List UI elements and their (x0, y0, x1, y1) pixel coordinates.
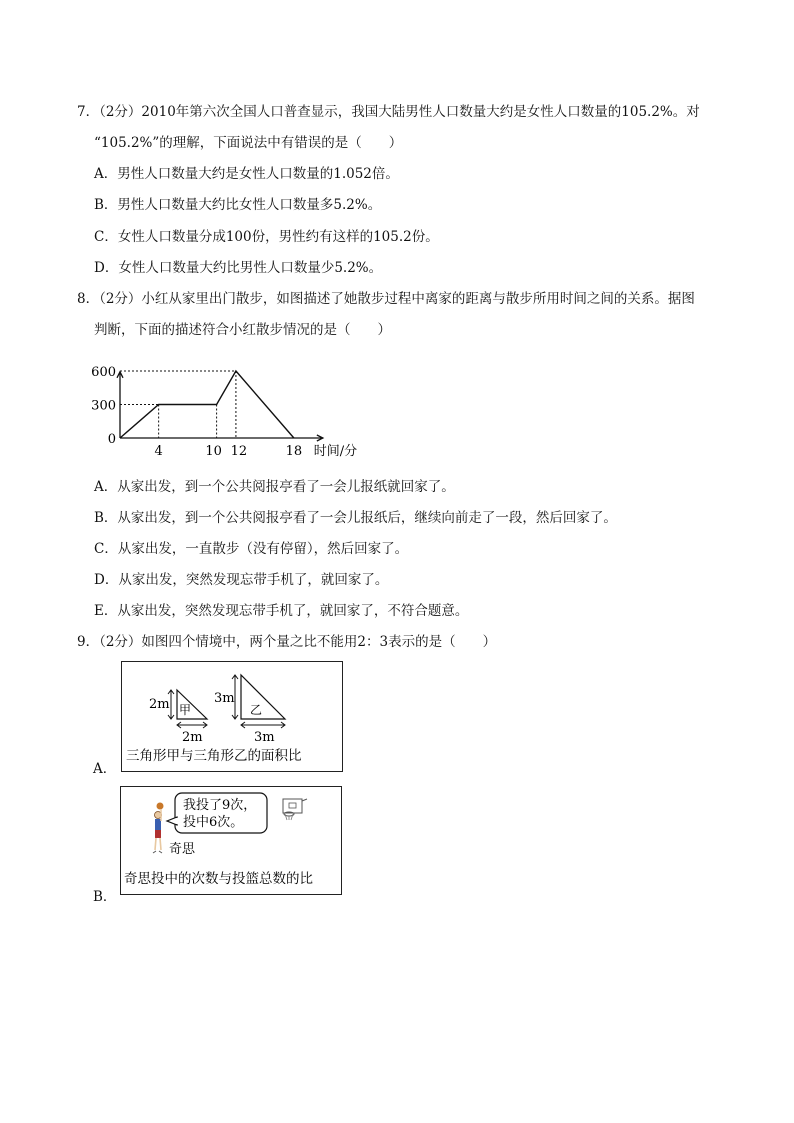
person-name: 奇思 (169, 842, 196, 857)
x-tick-label-10: 10 (205, 444, 222, 459)
q7-option-a: A．男性人口数量大约是女性人口数量的1.052倍。 (94, 166, 399, 182)
tri1-base-label: 2m (182, 730, 203, 745)
chart-axes (117, 372, 323, 441)
option-a-caption: 三角形甲与三角形乙的面积比 (126, 748, 302, 764)
triangle-yi (241, 675, 285, 719)
q8-option-e: E．从家出发，突然发现忘带手机了，就回家了，不符合题意。 (94, 603, 469, 619)
q8-option-b: B．从家出发，到一个公共阅报亭看了一会儿报纸后，继续向前走了一段，然后回家了。 (94, 510, 617, 526)
option-b-caption: 奇思投中的次数与投篮总数的比 (124, 871, 313, 887)
distance-line (120, 371, 294, 438)
q9-option-a-label: A． (93, 761, 117, 777)
q7-stem-line1: 7．（2分）2010年第六次全国人口普查显示，我国大陆男性人口数量大约是女性人口数量的105.2%。对 (77, 104, 700, 120)
basketball-hoop-icon (283, 799, 307, 820)
q8-stem-line2: 判断，下面的描述符合小红散步情况的是（ ） (94, 322, 391, 338)
y-tick-label-600: 600 (91, 365, 116, 380)
q8-stem-line1: 8．（2分）小红从家里出门散步，如图描述了她散步过程中离家的距离与散步所用时间之间的关系。据图 (77, 291, 695, 307)
chart-series (120, 371, 294, 438)
basketball-figure (121, 787, 341, 894)
q7-stem-line2: “105.2%”的理解，下面说法中有错误的是（ ） (94, 135, 403, 151)
y-tick-label-0: 0 (107, 432, 116, 447)
q8-option-c: C．从家出发，一直散步（没有停留），然后回家了。 (94, 541, 409, 557)
x-tick-label-18: 18 (285, 444, 303, 459)
triangles-figure (122, 662, 342, 771)
q8-option-a: A．从家出发，到一个公共阅报亭看了一会儿报纸就回家了。 (94, 479, 455, 495)
tri2-base-label: 3m (254, 730, 275, 745)
q8-option-d: D．从家出发，突然发现忘带手机了，就回家了。 (94, 572, 389, 588)
x-axis-title: 时间/分 (313, 444, 358, 459)
speech-line2: 投中6次。 (183, 815, 244, 830)
q7-option-b: B．男性人口数量大约比女性人口数量多5.2%。 (94, 197, 382, 213)
tri2-height-label: 3m (214, 691, 235, 706)
x-tick-label-12: 12 (230, 444, 248, 459)
tri1-name: 甲 (179, 703, 192, 717)
speech-line1: 我投了9次， (183, 798, 257, 813)
distance-time-chart (84, 340, 358, 470)
chart-tick-labels (91, 365, 357, 459)
tri1-height-label: 2m (149, 697, 170, 712)
tri2-name: 乙 (250, 703, 263, 717)
q9-option-b-figure (120, 786, 342, 895)
q9-option-a-figure (121, 661, 343, 772)
q9-option-b-label: B． (93, 889, 117, 905)
y-tick-label-300: 300 (91, 398, 116, 414)
q9-stem: 9．（2分）如图四个情境中，两个量之比不能用2：3表示的是（ ） (77, 634, 497, 650)
child-icon (153, 803, 164, 854)
q7-option-d: D．女性人口数量大约比男性人口数量少5.2%。 (94, 260, 383, 276)
q7-option-c: C．女性人口数量分成100份，男性约有这样的105.2份。 (94, 229, 439, 245)
x-tick-label-4: 4 (154, 444, 163, 459)
